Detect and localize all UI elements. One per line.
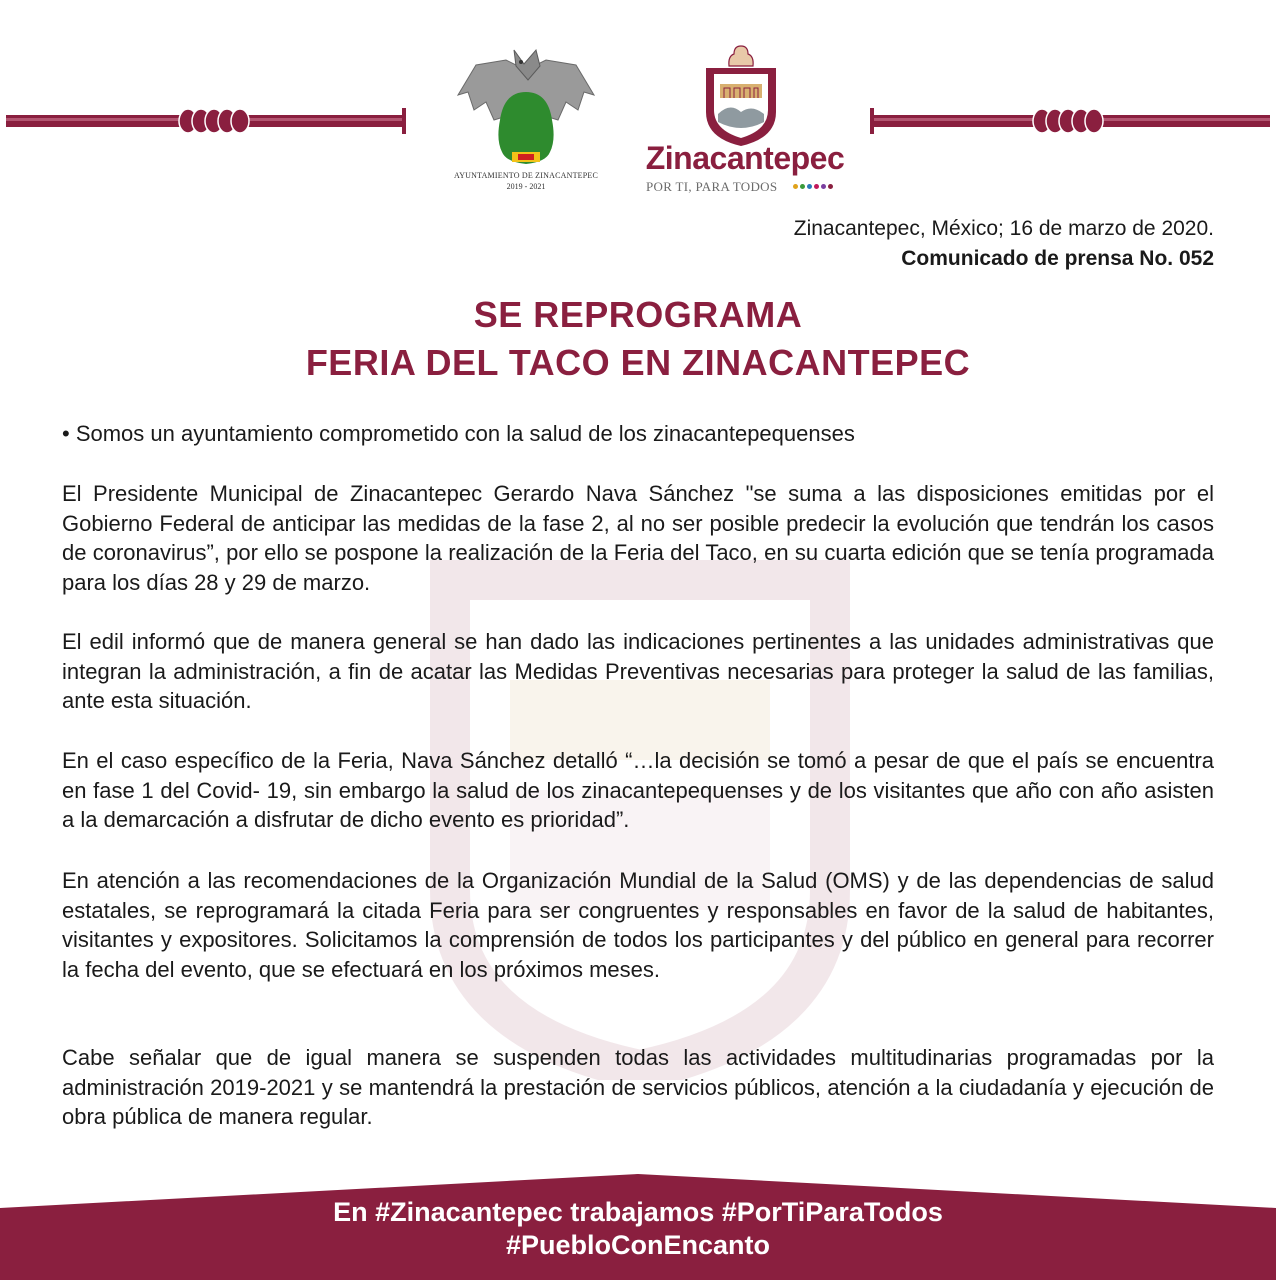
- brand-dot: [807, 184, 812, 189]
- brand-slogan: POR TI, PARA TODOS: [646, 179, 778, 194]
- bullet-point: • Somos un ayuntamiento comprometido con la salud de los zinacantepequenses: [62, 421, 855, 446]
- brand-dot: [821, 184, 826, 189]
- decorative-rope-right: [870, 108, 1270, 134]
- footer-hashtag-pueblo: #PuebloConEncanto: [505, 1230, 770, 1260]
- zinacantepec-shield-icon: [696, 42, 786, 150]
- headline-line-2: FERIA DEL TACO EN ZINACANTEPEC: [305, 342, 971, 383]
- decorative-rope-left: [6, 108, 406, 134]
- paragraph-3: En el caso específico de la Feria, Nava Sánchez detalló “…la decisión se tomó a pesar de que el país se encuentra en fase 1 del Covid- 19, sin embargo la salud de los zinacantepequenses y de los visitantes que año con año asisten a la demarcación a disfrutar de dicho evento es prioridad”.: [62, 748, 1214, 832]
- ayuntamiento-years: 2019 - 2021: [506, 182, 546, 191]
- brand-dot: [800, 184, 805, 189]
- brand-dot: [828, 184, 833, 189]
- dateline: Zinacantepec, México; 16 de marzo de 2020.: [793, 217, 1214, 240]
- brand-dots: [793, 184, 833, 189]
- paragraph-2: El edil informó que de manera general se han dado las indicaciones pertinentes a las unidades administrativas que integran la administración, a fin de acatar las Medidas Preventivas necesarias para proteger la salud de las familias, ante esta situación.: [62, 629, 1214, 713]
- paragraph-4: En atención a las recomendaciones de la Organización Mundial de la Salud (OMS) y de las dependencias de salud estatales, se reprogramará la citada Feria para ser congruentes y responsables en favor de la salud de habitantes, visitantes y expositores. Solicitamos la comprensión de todos los participantes y del público en general para recorrer la fecha del evento, que se efectuará en los próximos meses.: [62, 868, 1214, 982]
- paragraph-1: El Presidente Municipal de Zinacantepec Gerardo Nava Sánchez "se suma a las disposiciones emitidas por el Gobierno Federal de anticipar las medidas de la fase 2, al no ser posible predecir la evolución que tendrán los casos de coronavirus”, por ello se pospone la realización de la Feria del Taco, en su cuarta edición que se tenía programada para los días 28 y 29 de marzo.: [62, 481, 1214, 595]
- headline-line-1: SE REPROGRAMA: [473, 294, 803, 335]
- paragraph-5: Cabe señalar que de igual manera se suspenden todas las actividades multitudinarias programadas por la administración 2019-2021 y se mantendrá la prestación de servicios públicos, atención a la ciudadanía y ejecución de obra pública de manera regular.: [62, 1045, 1214, 1129]
- footer-hashtags: En #Zinacantepec trabajamos #PorTiParaTodos: [333, 1197, 943, 1227]
- brand-name: Zinacantepec: [645, 140, 845, 176]
- ayuntamiento-caption: AYUNTAMIENTO DE ZINACANTEPEC: [453, 171, 599, 180]
- brand-dot: [814, 184, 819, 189]
- press-release-number: Comunicado de prensa No. 052: [901, 247, 1214, 270]
- brand-dot: [793, 184, 798, 189]
